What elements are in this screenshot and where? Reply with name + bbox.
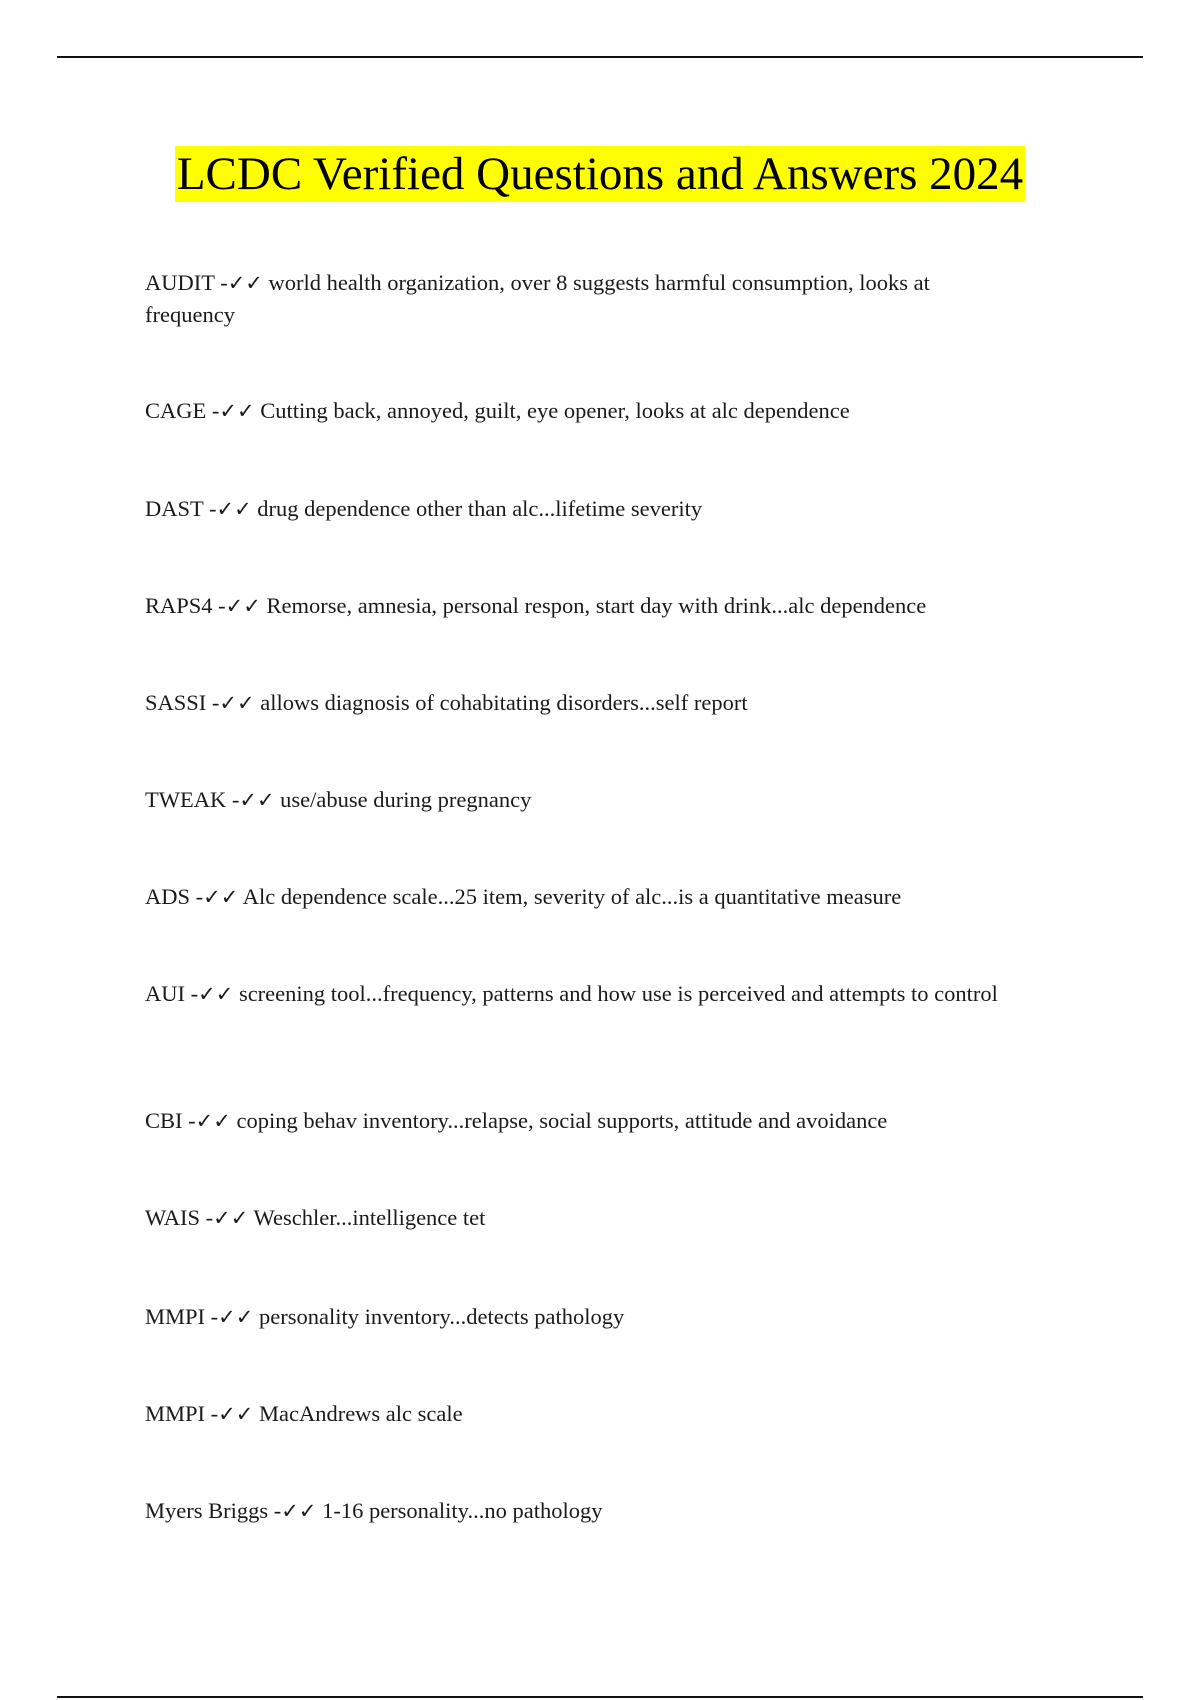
qa-item-audit <box>145 267 1015 331</box>
qa-item-mmpi-2 <box>145 1398 1015 1430</box>
check-mark-icon: ✓✓ <box>195 1109 231 1133</box>
qa-answer: Alc dependence scale...25 item, severity of alc...is a quantitative measure <box>238 884 902 909</box>
top-rule <box>57 56 1143 58</box>
check-mark-icon: ✓✓ <box>239 788 275 812</box>
qa-term: RAPS4 - <box>145 593 226 618</box>
qa-term: WAIS - <box>145 1205 214 1230</box>
qa-item-wais <box>145 1202 1015 1234</box>
check-mark-icon: ✓✓ <box>219 691 255 715</box>
check-mark-icon: ✓✓ <box>281 1499 317 1523</box>
qa-term: CBI - <box>145 1108 196 1133</box>
qa-item-raps4 <box>145 590 1015 622</box>
qa-answer: MacAndrews alc scale <box>253 1401 463 1426</box>
qa-term: TWEAK - <box>145 787 240 812</box>
qa-item-mmpi-1 <box>145 1301 1015 1333</box>
qa-term: MMPI - <box>145 1304 219 1329</box>
check-mark-icon: ✓✓ <box>219 399 255 423</box>
check-mark-icon: ✓✓ <box>216 497 252 521</box>
qa-answer: Cutting back, annoyed, guilt, eye opener, looks at alc dependence <box>254 398 850 423</box>
qa-item-ads <box>145 881 1015 913</box>
qa-answer: 1-16 personality...no pathology <box>316 1498 603 1523</box>
check-mark-icon: ✓✓ <box>198 982 234 1006</box>
qa-item-myers-briggs <box>145 1495 1015 1527</box>
qa-answer: screening tool...frequency, patterns and how use is perceived and attempts to control <box>233 981 998 1006</box>
qa-answer: drug dependence other than alc...lifetime severity <box>251 496 703 521</box>
check-mark-icon: ✓✓ <box>225 594 261 618</box>
check-mark-icon: ✓✓ <box>218 1402 254 1426</box>
check-mark-icon: ✓✓ <box>213 1206 249 1230</box>
qa-term: AUI - <box>145 981 199 1006</box>
qa-item-aui <box>145 978 1015 1010</box>
qa-term: AUDIT - <box>145 270 228 295</box>
check-mark-icon: ✓✓ <box>227 271 263 295</box>
qa-answer: Weschler...intelligence tet <box>248 1205 486 1230</box>
qa-term: ADS - <box>145 884 204 909</box>
qa-term: CAGE - <box>145 398 220 423</box>
qa-item-cbi <box>145 1105 1015 1137</box>
qa-item-tweak <box>145 784 1015 816</box>
qa-term: SASSI - <box>145 690 220 715</box>
qa-answer: world health organization, over 8 suggests harmful consumption, looks at frequency <box>145 270 930 327</box>
check-mark-icon: ✓✓ <box>218 1305 254 1329</box>
qa-answer: coping behav inventory...relapse, social supports, attitude and avoidance <box>230 1108 888 1133</box>
qa-item-dast <box>145 493 1015 525</box>
check-mark-icon: ✓✓ <box>203 885 239 909</box>
qa-term: Myers Briggs - <box>145 1498 282 1523</box>
qa-item-sassi <box>145 687 1015 719</box>
qa-term: MMPI - <box>145 1401 219 1426</box>
bottom-rule <box>57 1696 1143 1698</box>
qa-item-cage <box>145 395 1015 427</box>
title-block <box>0 146 1200 202</box>
page-title: LCDC Verified Questions and Answers 2024 <box>176 148 1024 200</box>
qa-answer: use/abuse during pregnancy <box>274 787 532 812</box>
qa-answer: personality inventory...detects pathology <box>253 1304 625 1329</box>
qa-answer: Remorse, amnesia, personal respon, start day with drink...alc dependence <box>260 593 927 618</box>
qa-answer: allows diagnosis of cohabitating disorders...self report <box>254 690 748 715</box>
qa-term: DAST - <box>145 496 217 521</box>
